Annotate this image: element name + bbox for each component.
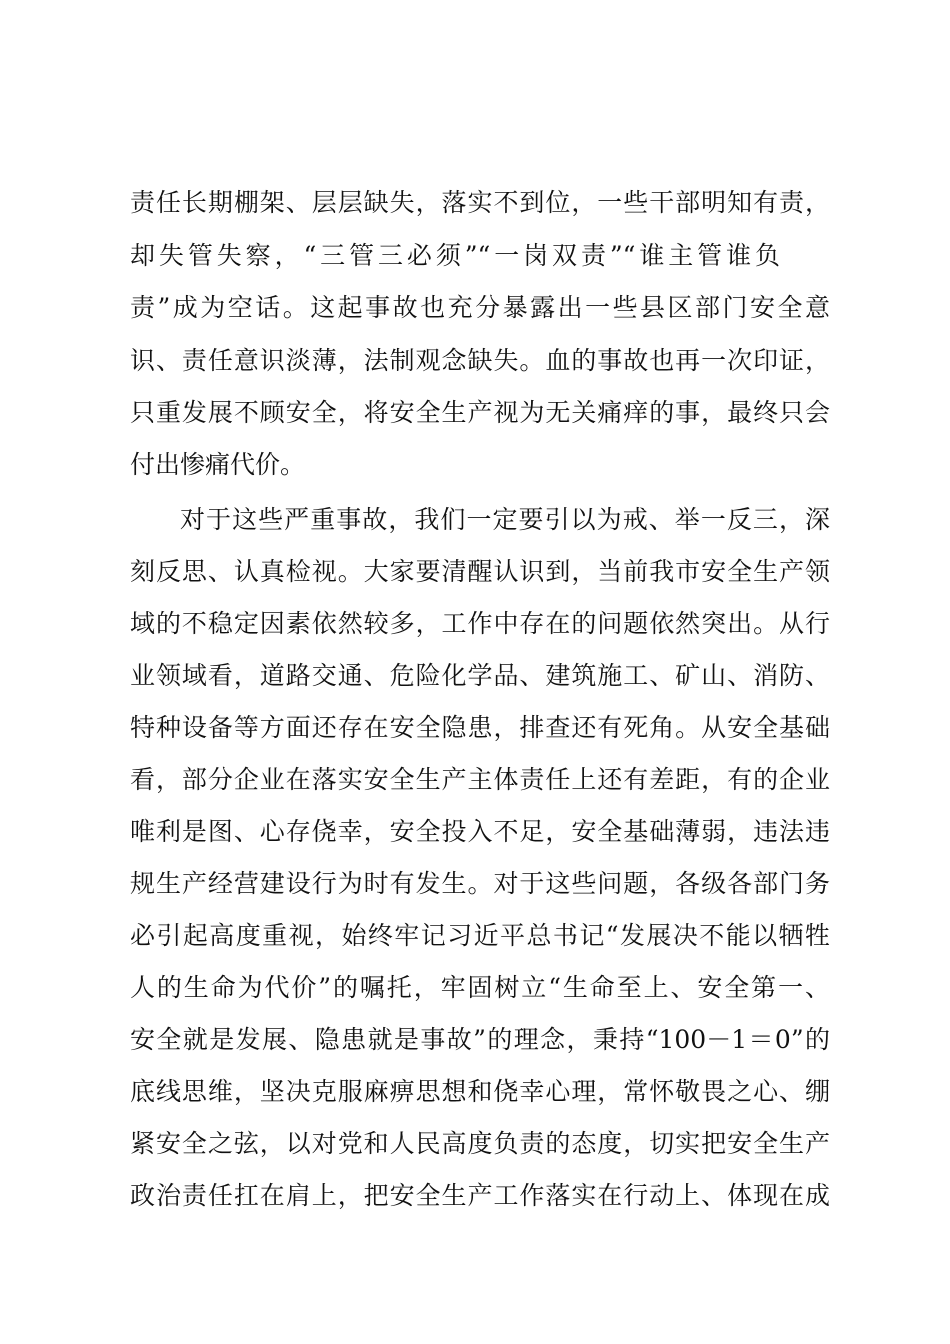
text-line: 安全就是发展、隐患就是事故”的理念，秉持“100－1＝0”的 (130, 1025, 830, 1054)
text-line: 政治责任扛在肩上，把安全生产工作落实在行动上、体现在成 (130, 1181, 830, 1210)
text-line: 唯利是图、心存侥幸，安全投入不足，安全基础薄弱，违法违 (130, 817, 830, 846)
paragraph-first-line: 对于这些严重事故，我们一定要引以为戒、举一反三，深 (180, 505, 830, 534)
text-line: 只重发展不顾安全，将安全生产视为无关痛痒的事，最终只会 (130, 398, 830, 427)
text-line: 责任长期棚架、层层缺失，落实不到位，一些干部明知有责， (130, 188, 830, 217)
text-line: 识、责任意识淡薄，法制观念缺失。血的事故也再一次印证， (130, 346, 830, 375)
text-line: 人的生命为代价”的嘱托，牢固树立“生命至上、安全第一、 (130, 973, 830, 1002)
text-line: 看，部分企业在落实安全生产主体责任上还有差距，有的企业 (130, 765, 830, 794)
text-line: 却失管失察，“三管三必须”“一岗双责”“谁主管谁负 (130, 241, 780, 270)
text-line: 底线思维，坚决克服麻痹思想和侥幸心理，常怀敬畏之心、绷 (130, 1077, 830, 1106)
text-line: 付出惨痛代价。 (130, 450, 306, 479)
text-line: 刻反思、认真检视。大家要清醒认识到，当前我市安全生产领 (130, 557, 830, 586)
text-line: 责”成为空话。这起事故也充分暴露出一些县区部门安全意 (130, 293, 830, 322)
text-line: 特种设备等方面还存在安全隐患，排查还有死角。从安全基础 (130, 713, 830, 742)
text-line: 域的不稳定因素依然较多，工作中存在的问题依然突出。从行 (130, 609, 830, 638)
text-line: 规生产经营建设行为时有发生。对于这些问题，各级各部门务 (130, 869, 830, 898)
text-line: 业领域看，道路交通、危险化学品、建筑施工、矿山、消防、 (130, 661, 830, 690)
text-line: 紧安全之弦，以对党和人民高度负责的态度，切实把安全生产 (130, 1129, 830, 1158)
text-line: 必引起高度重视，始终牢记习近平总书记“发展决不能以牺牲 (130, 921, 830, 950)
